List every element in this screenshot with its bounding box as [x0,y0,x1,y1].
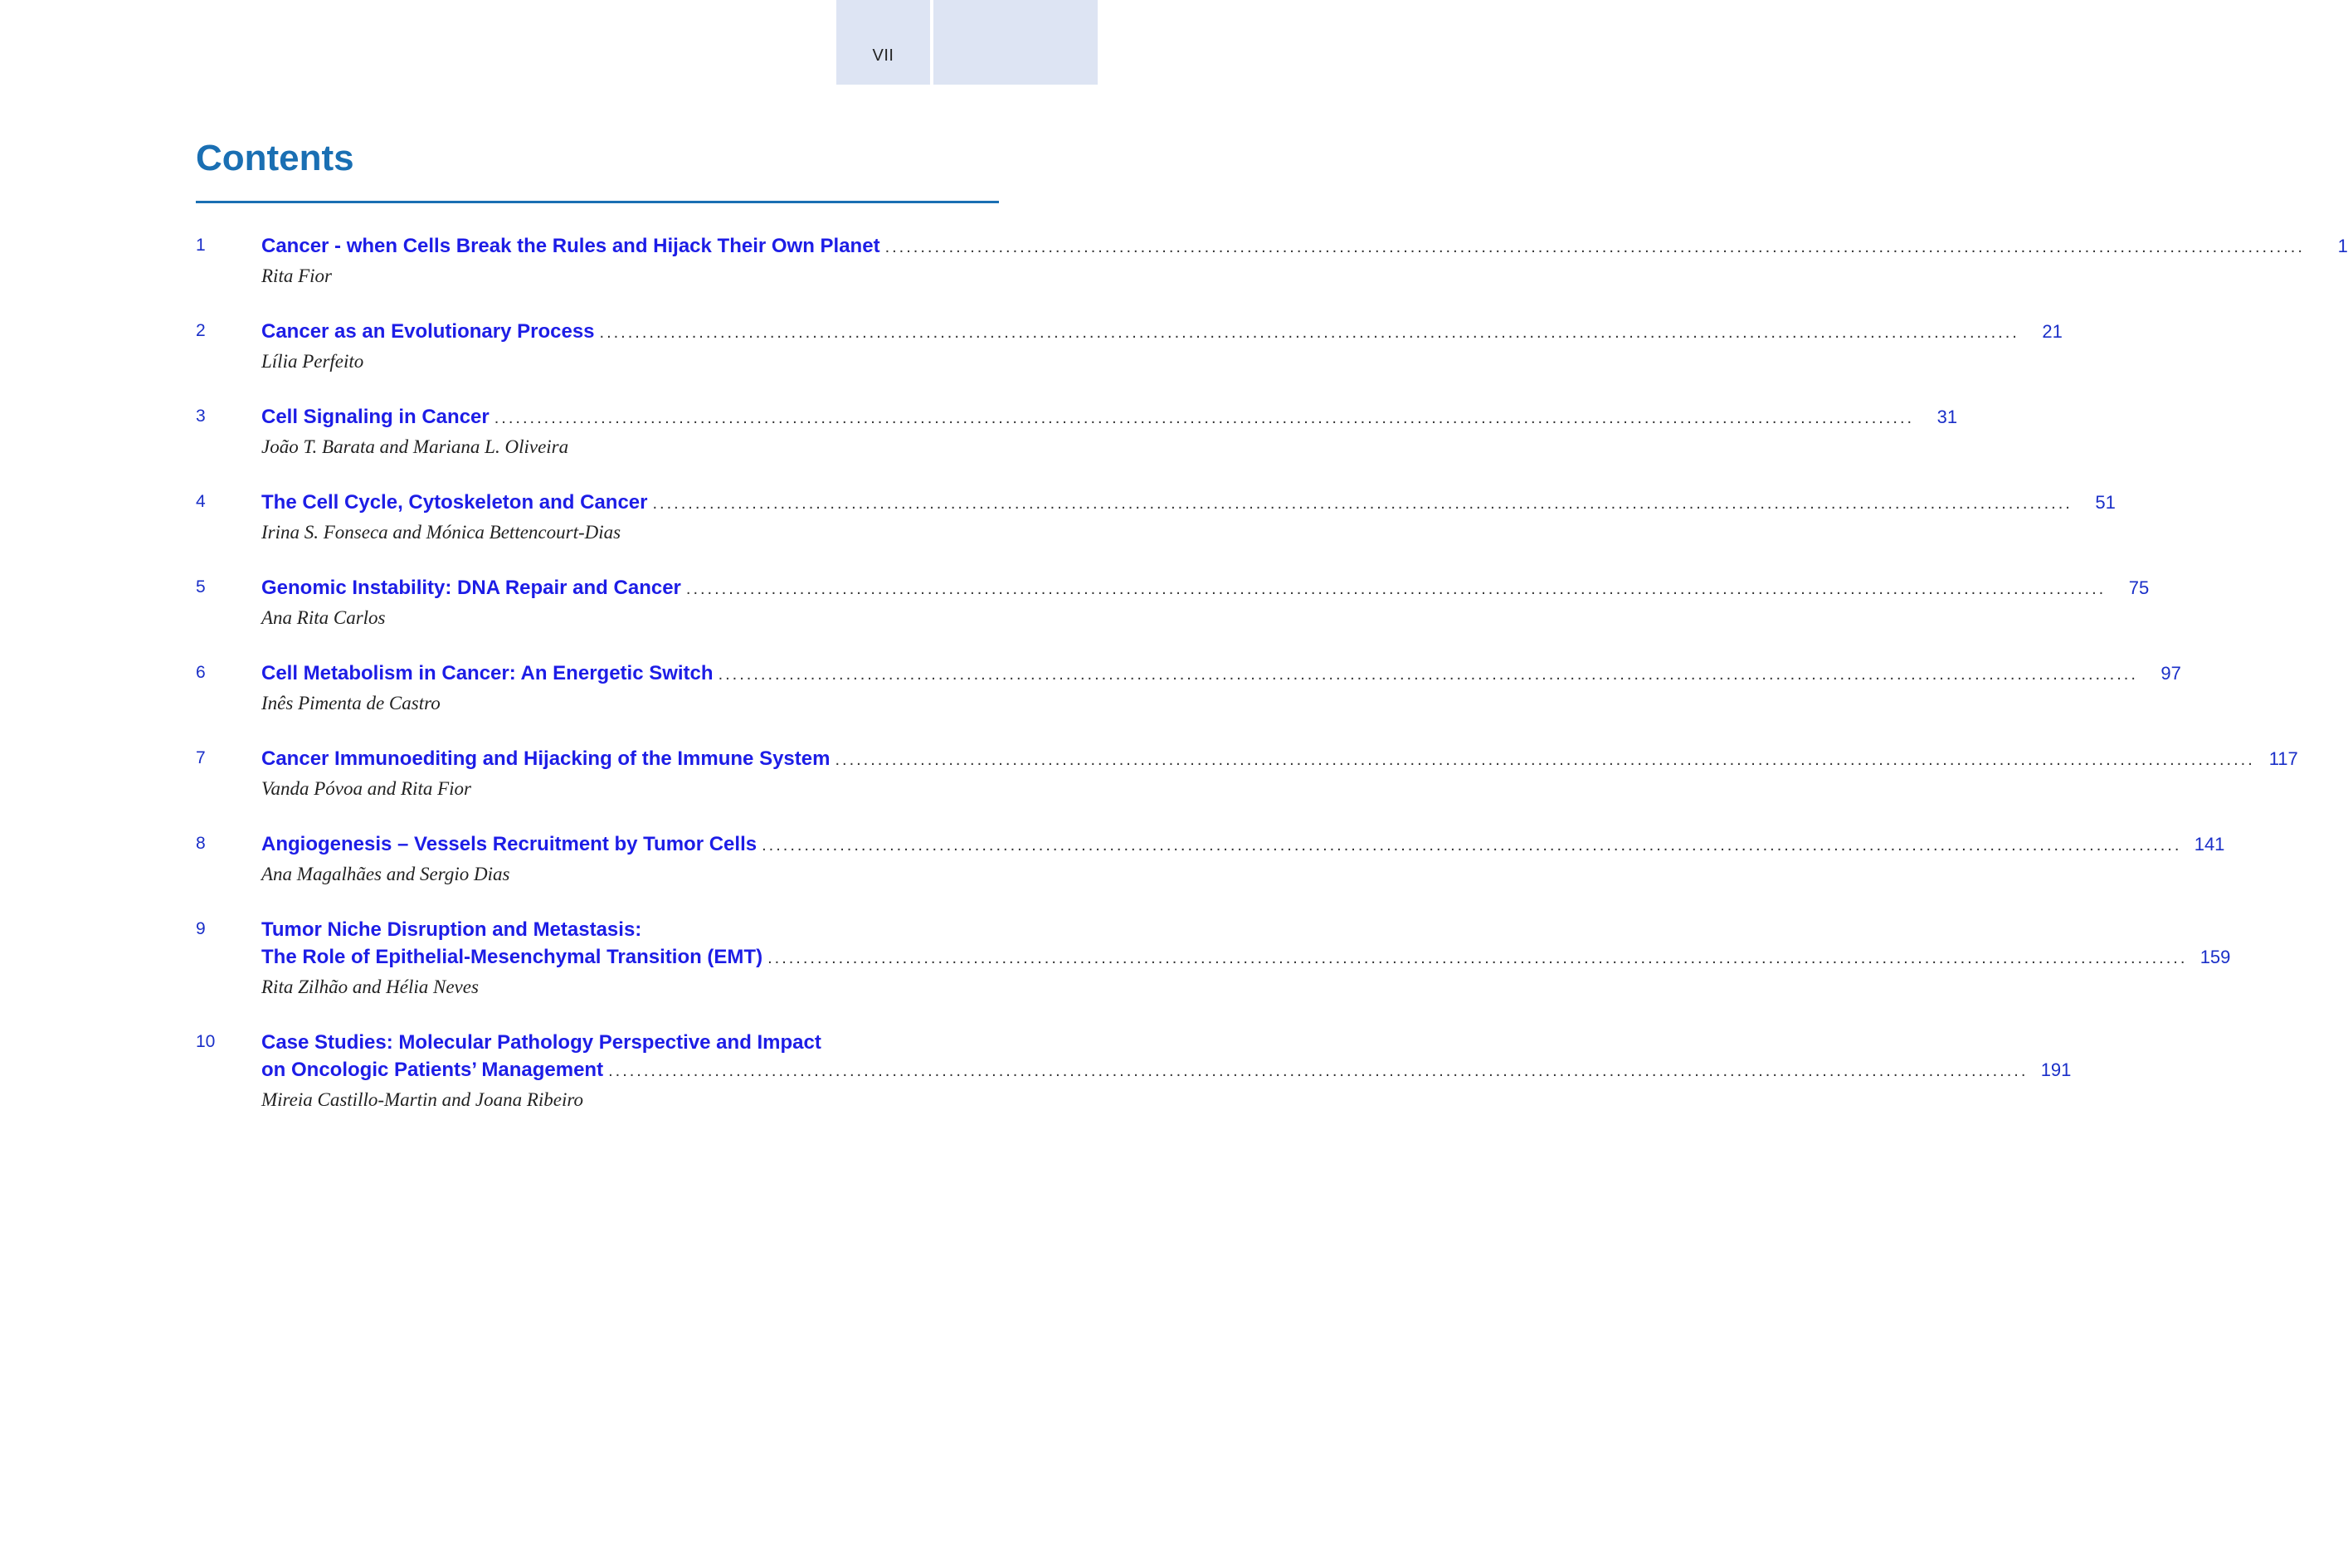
toc-entry-body [261,403,1958,459]
chapter-page-number[interactable]: 31 [1936,407,1958,427]
chapter-title-line [261,318,2063,347]
chapter-page-number[interactable]: 21 [2042,321,2063,342]
page-number: VII [872,46,894,65]
chapter-title-link[interactable]: Cancer - when Cells Break the Rules and Hijack Their Own Planet [261,235,880,257]
chapter-title-link[interactable]: on Oncologic Patients’ Management [261,1059,604,1081]
chapter-title-link[interactable]: The Cell Cycle, Cytoskeleton and Cancer [261,491,648,514]
chapter-title-line [261,943,2231,972]
chapter-title-line [261,1029,999,1056]
chapter-number: 2 [196,321,206,340]
toc-entry-body [261,830,2225,886]
toc-entry-body [261,745,2298,801]
chapter-authors: Mireia Castillo-Martin and Joana Ribeiro [261,1089,583,1110]
chapter-authors: Irina S. Fonseca and Mónica Bettencourt-Dias [261,522,621,543]
contents-heading: Contents [196,138,354,178]
chapter-title-line [261,574,2150,603]
chapter-title-link[interactable]: Tumor Niche Disruption and Metastasis: [261,918,642,941]
chapter-title-line [261,660,2181,689]
chapter-number: 3 [196,407,206,426]
chapter-title-line [261,232,2348,261]
chapter-number: 6 [196,663,206,682]
chapter-authors: Vanda Póvoa and Rita Fior [261,778,471,799]
chapter-title-line [261,403,1958,432]
dot-leader: ........................................................................................................................................................................................................ [685,580,2107,598]
chapter-authors: João T. Barata and Mariana L. Oliveira [261,436,569,457]
dot-leader: ........................................................................................................................................................................................................ [767,949,2188,967]
chapter-title-link[interactable]: Genomic Instability: DNA Repair and Cancer [261,577,681,599]
chapter-title-link[interactable]: Cancer as an Evolutionary Process [261,320,595,343]
chapter-title-link[interactable]: Angiogenesis – Vessels Recruitment by Tumor Cells [261,833,757,855]
chapter-title-line [261,830,2225,859]
chapter-page-number[interactable]: 117 [2268,748,2298,769]
toc-entry-body [261,489,2116,544]
chapter-title-link[interactable]: The Role of Epithelial-Mesenchymal Transition (EMT) [261,946,763,968]
chapter-number: 1 [196,236,206,255]
dot-leader: ........................................................................................................................................................................................................ [652,494,2073,513]
chapter-title-line [261,489,2116,518]
chapter-page-number[interactable]: 97 [2160,663,2181,684]
chapter-title-line [261,1056,2072,1085]
toc-entry-body [261,660,2181,715]
chapter-authors: Rita Fior [261,265,332,286]
chapter-title-line [261,916,999,943]
chapter-page-number[interactable]: 51 [2095,492,2116,513]
dot-leader: ........................................................................................................................................................................................................ [599,324,2019,342]
chapter-number: 10 [196,1032,216,1051]
chapter-number: 7 [196,748,206,767]
heading-rule [196,201,999,203]
chapter-authors: Ana Rita Carlos [261,607,386,628]
chapter-number: 5 [196,577,206,597]
toc-entry-body [261,1029,2072,1112]
header-tab [836,0,930,85]
chapter-page-number[interactable]: 75 [2128,577,2150,598]
chapter-title-link[interactable]: Cancer Immunoediting and Hijacking of the Immune System [261,747,831,770]
chapter-title-link[interactable]: Cell Metabolism in Cancer: An Energetic Switch [261,662,714,684]
chapter-page-number[interactable]: 191 [2040,1059,2072,1080]
chapter-authors: Inês Pimenta de Castro [261,693,441,713]
chapter-number: 8 [196,834,206,853]
dot-leader: ........................................................................................................................................................................................................ [884,238,2305,256]
chapter-title-line [261,745,2298,774]
header-tab-right [933,0,1098,85]
chapter-page-number[interactable]: 141 [2194,834,2225,855]
dot-leader: ........................................................................................................................................................................................................ [718,665,2138,684]
dot-leader: ........................................................................................................................................................................................................ [608,1062,2029,1080]
chapter-page-number[interactable]: 1 [2337,236,2348,256]
toc-entry-body [261,574,2150,630]
chapter-page-number[interactable]: 159 [2199,947,2231,967]
chapter-number: 9 [196,919,206,938]
chapter-authors: Lília Perfeito [261,351,364,372]
chapter-title-link[interactable]: Case Studies: Molecular Pathology Perspective and Impact [261,1031,821,1054]
dot-leader: ........................................................................................................................................................................................................ [835,751,2255,769]
chapter-number: 4 [196,492,206,511]
chapter-title-link[interactable]: Cell Signaling in Cancer [261,406,490,428]
dot-leader: ........................................................................................................................................................................................................ [494,409,1915,427]
toc-entry-body [261,318,2063,373]
chapter-authors: Ana Magalhães and Sergio Dias [261,864,510,884]
chapter-authors: Rita Zilhão and Hélia Neves [261,976,479,997]
toc-entry-body [261,232,2348,288]
toc-entry-body [261,916,2231,999]
dot-leader: ........................................................................................................................................................................................................ [762,836,2182,855]
